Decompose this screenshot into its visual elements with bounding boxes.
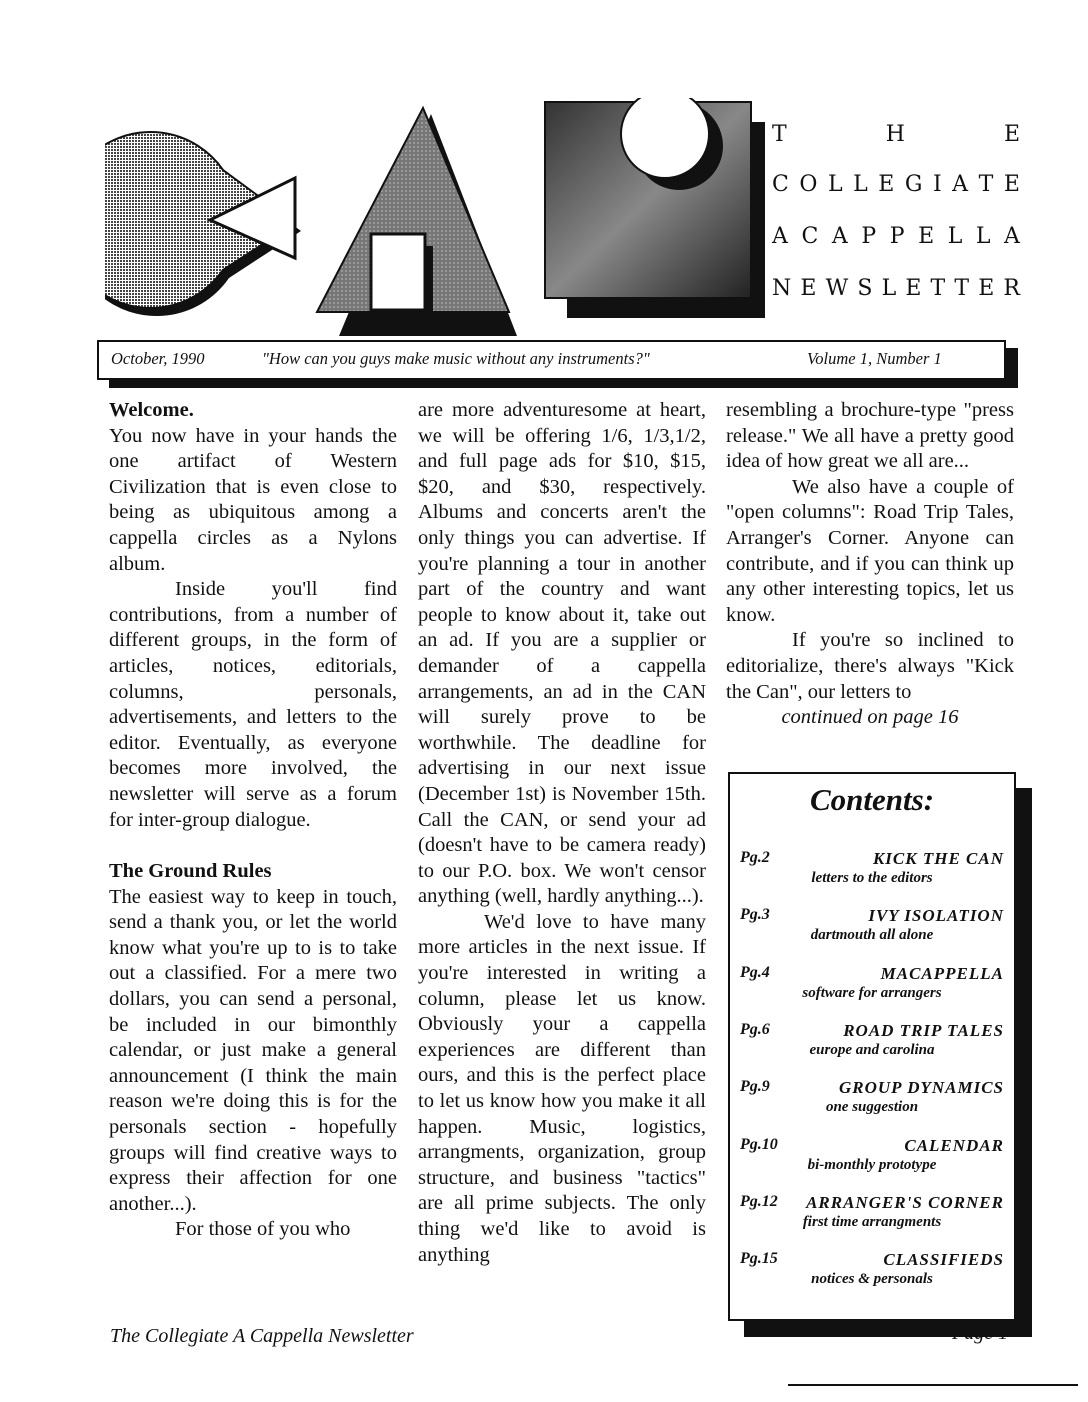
ground-rules-paragraph-2: For those of you who <box>175 1218 351 1241</box>
masthead-letter: E <box>978 276 995 301</box>
contents-subtitle: europe and carolina <box>809 1041 935 1058</box>
banner-quote: "How can you guys make music without any instruments?" <box>262 349 650 368</box>
footer-page-number: Page 1 <box>952 1322 1009 1344</box>
column-3-paragraph-1: resembling a brochure-type "press release." We all have a pretty good idea of how great we all are... <box>726 399 1014 473</box>
ground-rules-heading: The Ground Rules <box>109 860 272 883</box>
contents-heading: Contents: <box>809 782 935 817</box>
contents-title: ARRANGER'S CORNER <box>806 1192 1004 1212</box>
masthead-letter: O <box>799 172 818 197</box>
masthead-letter: E <box>918 224 935 249</box>
n-square-shape <box>545 98 765 318</box>
masthead-letter: G <box>904 172 923 197</box>
masthead-letter: N <box>772 276 792 301</box>
masthead-letter: A <box>952 172 969 197</box>
masthead-letter: W <box>825 276 849 301</box>
column-3-paragraph-3: If you're so inclined to editorialize, there's always "Kick the Can", our letters to <box>726 629 1014 703</box>
contents-subtitle: notices & personals <box>811 1271 933 1288</box>
footer-rule <box>788 1384 1078 1386</box>
column-1 <box>109 398 397 1243</box>
contents-page: Pg.6 <box>740 1020 770 1038</box>
contents-box <box>728 772 1016 1321</box>
masthead-letter: E <box>1003 172 1020 197</box>
a-triangle-shape <box>317 108 517 336</box>
masthead-letter: L <box>975 224 991 249</box>
issue-banner <box>97 340 1006 380</box>
masthead-line-newsletter <box>772 276 1020 301</box>
masthead-letter: I <box>932 172 942 197</box>
column-2-paragraph-1: are more adventuresome at heart, we will be offering 1/6, 1/3,1/2, and full page ads for $10, $15, $20, and $30, respectively. Albums and concerts aren't the only things you can advertise. If you're planning a tour in another part of the country and want people to know about it, take out an ad. If you are a supplier or demander of a cappella arrangements, an ad in the CAN will surely prove to be worthwhile. The deadline for advertising in our next issue (December 1st) is November 15th. Call the CAN, or send your ad (doesn't have to be camera ready) to our P.O. box. We won't censor anything (well, hardly anything...). <box>418 399 706 908</box>
masthead-letter: S <box>857 276 873 301</box>
masthead-line-the <box>772 122 1020 147</box>
masthead-letter: P <box>861 224 877 249</box>
contents-page: Pg.2 <box>740 849 770 866</box>
footer-publication: The Collegiate A Cappella Newsletter <box>110 1325 414 1347</box>
masthead-letter: P <box>889 224 905 249</box>
masthead-letter: L <box>853 172 868 197</box>
contents-title: CLASSIFIEDS <box>883 1250 1004 1270</box>
masthead-letter: E <box>878 172 895 197</box>
contents-page: Pg.3 <box>740 906 770 924</box>
contents-page: Pg.15 <box>740 1250 778 1268</box>
contents-subtitle: first time arrangments <box>802 1213 942 1230</box>
contents-page: Pg.10 <box>740 1135 778 1153</box>
welcome-paragraph-1: You now have in your hands the one artifact of Western Civilization that is even close to being as ubiquitous among a cappella circles as a Nylons album. <box>109 424 397 575</box>
masthead-letter: L <box>827 172 843 197</box>
masthead-letter: L <box>881 276 897 301</box>
can-logo <box>105 98 765 338</box>
masthead-letter: A <box>772 224 788 249</box>
contents-title: MACAPPELLA <box>880 963 1004 983</box>
welcome-paragraph-2: Inside you'll find contributions, from a number of different groups, in the form of articles, notices, editorials, columns, personals, advertisements, and letters to the editor. Eventually, as everyone becomes more involved, the newsletter will serve as a forum for inter-group dialogue. <box>109 578 397 831</box>
masthead-letter: L <box>947 224 963 249</box>
masthead-line-a-cappella <box>772 224 1020 249</box>
contents-subtitle: bi-monthly prototype <box>807 1156 937 1173</box>
masthead-letter: E <box>905 276 922 301</box>
masthead-letter: T <box>772 122 787 147</box>
c-circle-shape <box>105 132 301 316</box>
masthead-letter: T <box>978 172 994 197</box>
contents-subtitle: one suggestion <box>825 1099 919 1116</box>
contents-subtitle: letters to the editors <box>811 870 933 886</box>
continued-note: continued on page 16 <box>781 706 959 729</box>
masthead-line-collegiate <box>772 172 1020 197</box>
contents-title: KICK THE CAN <box>872 849 1004 868</box>
welcome-heading: Welcome. <box>109 399 194 421</box>
column-2 <box>418 398 706 1268</box>
contents-page: Pg.12 <box>740 1192 778 1210</box>
ground-rules-paragraph-1: The easiest way to keep in touch, send a thank you, or let the world know what you're up to is to take out a classified. For a mere two dollars, you can send a personal, be included in our bimonthly calendar, or just make a general announcement (I think the main reason we're doing this is for the personals section - hopefully groups will find creative ways to express their affection for one another...). <box>109 885 397 1215</box>
masthead-letter: A <box>1004 224 1020 249</box>
contents-page: Pg.4 <box>740 963 770 981</box>
masthead-letter: T <box>954 276 970 301</box>
contents-title: ROAD TRIP TALES <box>843 1020 1004 1040</box>
column-3 <box>726 398 1014 731</box>
contents-subtitle: dartmouth all alone <box>810 927 934 944</box>
contents-title: IVY ISOLATION <box>868 906 1004 926</box>
masthead-letter: C <box>801 224 819 249</box>
masthead-letter: C <box>772 172 789 197</box>
column-3-paragraph-2: We also have a couple of "open columns": Road Trip Tales, Arranger's Corner. Anyone can contribute, and if you can think up any other interesting topics, let us know. <box>726 475 1014 626</box>
masthead-letter: A <box>831 224 848 249</box>
contents-subtitle: software for arrangers <box>802 984 942 1001</box>
contents-page: Pg.9 <box>740 1078 770 1096</box>
masthead-letter: R <box>1003 276 1020 301</box>
issue-date: October, 1990 <box>111 349 205 368</box>
masthead-letter: E <box>800 276 817 301</box>
contents-title: CALENDAR <box>904 1135 1004 1155</box>
column-2-paragraph-2: We'd love to have many more articles in the next issue. If you're interested in writing a column, please let us know. Obviously your a cappella experiences are different than ours, and this is the perfect place to let us know how you make it all happen. Music, logistics, arrangments, organization, group structure, and business "tactics" are all prime subjects. The only thing we'd like to avoid is anything <box>418 910 706 1266</box>
masthead-letter: T <box>930 276 946 301</box>
masthead-letter: E <box>1003 122 1020 147</box>
masthead-letter: H <box>885 122 905 147</box>
contents-title: GROUP DYNAMICS <box>839 1078 1004 1098</box>
issue-volume: Volume 1, Number 1 <box>807 349 942 368</box>
